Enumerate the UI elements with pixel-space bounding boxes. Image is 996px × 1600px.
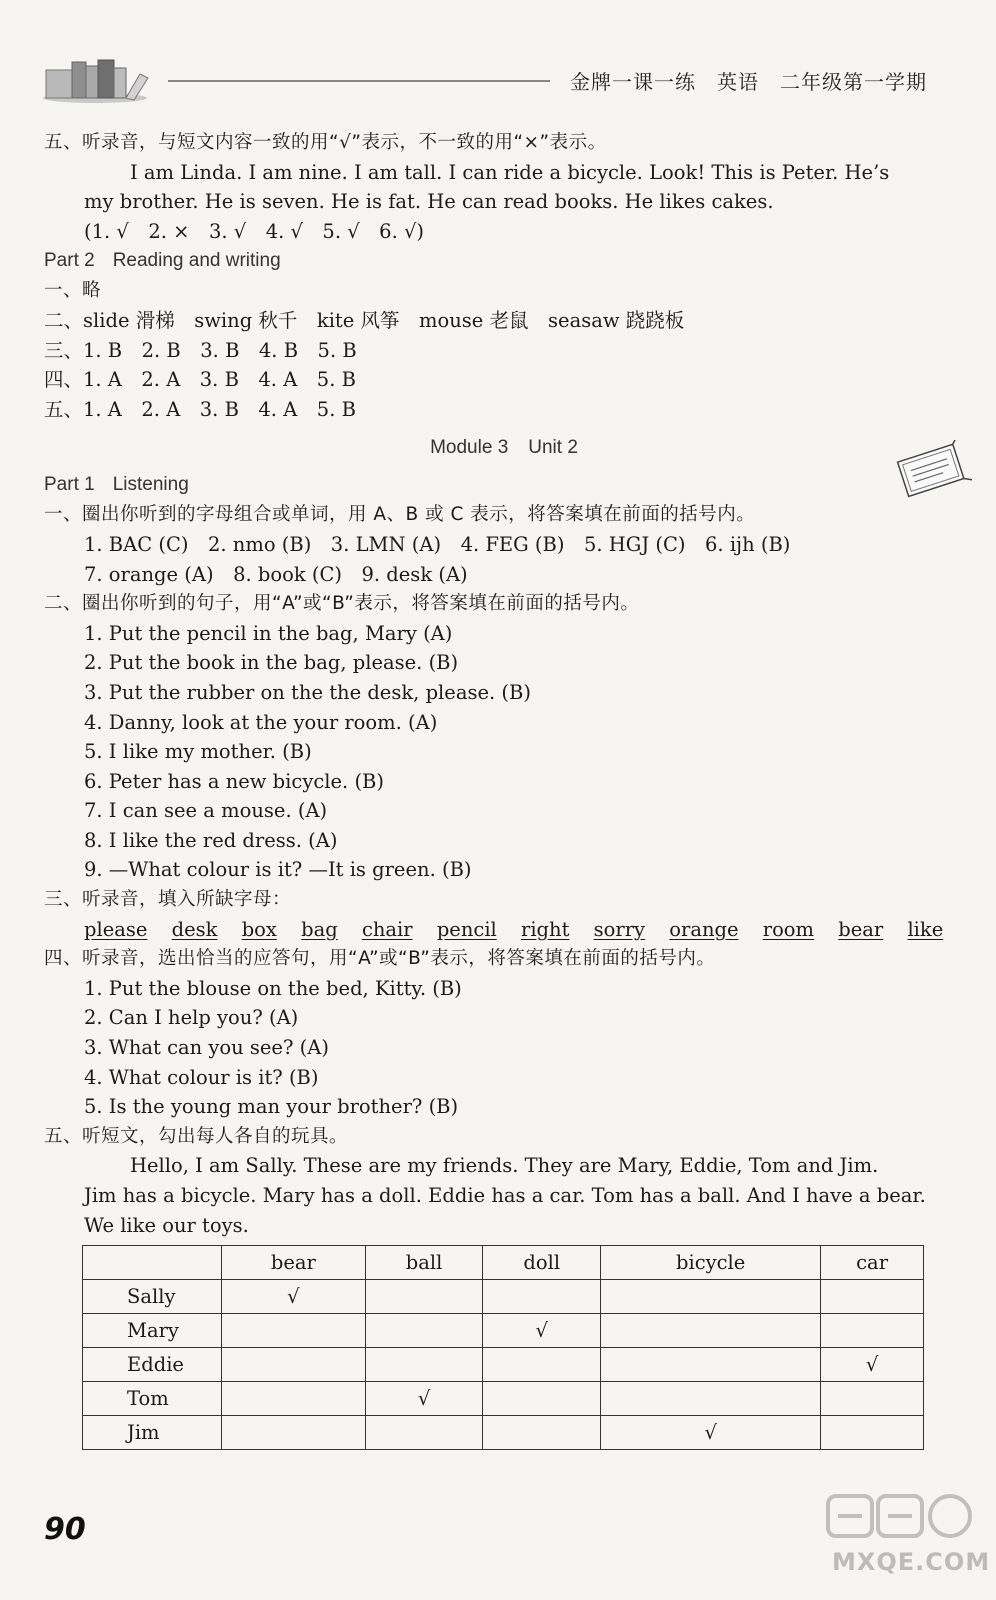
- answer-line: 1. BAC (C) 2. nmo (B) 3. LMN (A) 4. FEG (B) 5. HGJ (C) 6. ijh (B): [84, 532, 791, 556]
- check-cell: [601, 1280, 821, 1314]
- table-row: [83, 1314, 924, 1348]
- table-row: [83, 1416, 924, 1450]
- watermark-text: MXQE.COM: [832, 1548, 991, 1576]
- part-heading: [44, 470, 964, 500]
- word: please: [84, 917, 148, 941]
- part-number: Part 2: [44, 250, 95, 272]
- check-cell: [222, 1382, 366, 1416]
- column-header: bear: [222, 1246, 366, 1280]
- word: sorry: [593, 917, 646, 941]
- check-cell: [222, 1348, 366, 1382]
- word: box: [241, 917, 277, 941]
- row-name: Mary: [83, 1314, 222, 1348]
- list-item: 8. I like the red dress. (A): [84, 828, 338, 852]
- check-cell: [365, 1416, 483, 1450]
- section-4-title: 四、听录音，选出恰当的应答句，用“A”或“B”表示，将答案填在前面的括号内。: [44, 948, 716, 970]
- table-header-row: [83, 1246, 924, 1280]
- answer-line: (1. √ 2. × 3. √ 4. √ 5. √ 6. √): [84, 219, 425, 243]
- answer-line: 7. orange (A) 8. book (C) 9. desk (A): [84, 562, 468, 586]
- part-name: Listening: [112, 474, 189, 496]
- check-cell: [365, 1348, 483, 1382]
- list-item: 9. —What colour is it? —It is green. (B): [84, 858, 472, 882]
- section-5-title: 五、听录音，与短文内容一致的用“√”表示，不一致的用“×”表示。: [44, 132, 607, 153]
- column-header: doll: [483, 1246, 601, 1280]
- word: bag: [301, 917, 338, 941]
- part-number: Part 1: [44, 474, 95, 496]
- check-cell: [601, 1314, 821, 1348]
- column-header: car: [821, 1246, 924, 1280]
- list-item: 6. Peter has a new bicycle. (B): [84, 769, 384, 793]
- page-number: 90: [44, 1512, 86, 1547]
- section-1-title: 一、圈出你听到的字母组合或单词，用 A、B 或 C 表示，将答案填在前面的括号内。: [44, 504, 756, 526]
- column-header: bicycle: [601, 1246, 821, 1280]
- passage-line: Jim has a bicycle. Mary has a doll. Eddie has a car. Tom has a ball. And I have a bear.: [84, 1184, 926, 1207]
- word-list: [44, 915, 964, 945]
- list-item: 3. What can you see? (A): [84, 1036, 329, 1060]
- table-row: [83, 1382, 924, 1416]
- passage-line: Hello, I am Sally. These are my friends. They are Mary, Eddie, Tom and Jim.: [130, 1154, 879, 1178]
- header-title: 金牌一课一练 英语 二年级第一学期: [570, 70, 927, 94]
- check-cell: √: [821, 1348, 924, 1382]
- check-cell: √: [483, 1314, 601, 1348]
- section-3-title: 三、听录音，填入所缺字母：: [44, 889, 292, 911]
- check-cell: √: [365, 1382, 483, 1416]
- word: orange: [669, 917, 739, 941]
- list-item: 5. I like my mother. (B): [84, 740, 312, 764]
- part-heading: [44, 246, 964, 276]
- answer-content: [44, 128, 964, 1240]
- check-cell: [222, 1416, 366, 1450]
- word: room: [762, 917, 815, 941]
- part-name: Reading and writing: [112, 250, 281, 272]
- list-item: 1. Put the pencil in the bag, Mary (A): [84, 621, 453, 645]
- row-name: Sally: [83, 1280, 222, 1314]
- watermark-logo: [818, 1490, 991, 1590]
- check-cell: [365, 1314, 483, 1348]
- check-cell: [821, 1382, 924, 1416]
- module-heading: [44, 424, 964, 470]
- word: bear: [838, 917, 884, 941]
- books-icon: [40, 56, 150, 108]
- check-cell: [821, 1416, 924, 1450]
- passage-line: my brother. He is seven. He is fat. He can read books. He likes cakes.: [84, 190, 774, 214]
- column-header: ball: [365, 1246, 483, 1280]
- answer-line: 三、1. B 2. B 3. B 4. B 5. B: [44, 338, 357, 362]
- header-rule: [168, 80, 550, 82]
- row-name: Tom: [83, 1382, 222, 1416]
- list-item: 5. Is the young man your brother? (B): [84, 1095, 459, 1119]
- check-cell: [222, 1314, 366, 1348]
- word: pencil: [436, 917, 497, 941]
- answer-line: 二、slide 滑梯 swing 秋千 kite 风筝 mouse 老鼠 seasaw 跷跷板: [44, 308, 685, 332]
- list-item: 3. Put the rubber on the the desk, please. (B): [84, 680, 531, 704]
- check-cell: [365, 1280, 483, 1314]
- section-5-title: 五、听短文，勾出每人各自的玩具。: [44, 1125, 349, 1147]
- check-cell: [483, 1416, 601, 1450]
- passage-line: We like our toys.: [84, 1213, 249, 1237]
- word: right: [521, 917, 570, 941]
- list-item: 2. Can I help you? (A): [84, 1006, 299, 1030]
- check-cell: [821, 1314, 924, 1348]
- check-cell: [601, 1382, 821, 1416]
- passage-line: I am Linda. I am nine. I am tall. I can ride a bicycle. Look! This is Peter. He’s: [130, 160, 890, 184]
- module-label: Module 3: [430, 437, 509, 459]
- list-item: 7. I can see a mouse. (A): [84, 799, 328, 823]
- answer-line: 五、1. A 2. A 3. B 4. A 5. B: [44, 397, 356, 421]
- check-cell: √: [222, 1280, 366, 1314]
- table-row: [83, 1348, 924, 1382]
- check-cell: [483, 1382, 601, 1416]
- word: chair: [361, 917, 413, 941]
- row-name: Eddie: [83, 1348, 222, 1382]
- word: like: [907, 917, 944, 941]
- list-item: 1. Put the blouse on the bed, Kitty. (B): [84, 976, 462, 1000]
- row-name: Jim: [83, 1416, 222, 1450]
- check-cell: [601, 1348, 821, 1382]
- word: desk: [171, 917, 218, 941]
- toys-table: [82, 1245, 924, 1450]
- check-cell: [483, 1280, 601, 1314]
- answer-line: 一、略: [44, 280, 102, 302]
- table-row: [83, 1280, 924, 1314]
- list-item: 4. Danny, look at the your room. (A): [84, 710, 438, 734]
- list-item: 4. What colour is it? (B): [84, 1065, 319, 1089]
- check-cell: [483, 1348, 601, 1382]
- section-2-title: 二、圈出你听到的句子，用“A”或“B”表示，将答案填在前面的括号内。: [44, 593, 640, 615]
- unit-label: Unit 2: [528, 437, 578, 459]
- check-cell: [821, 1280, 924, 1314]
- table-corner-cell: [83, 1246, 222, 1280]
- check-cell: √: [601, 1416, 821, 1450]
- list-item: 2. Put the book in the bag, please. (B): [84, 651, 459, 675]
- answer-line: 四、1. A 2. A 3. B 4. A 5. B: [44, 368, 356, 392]
